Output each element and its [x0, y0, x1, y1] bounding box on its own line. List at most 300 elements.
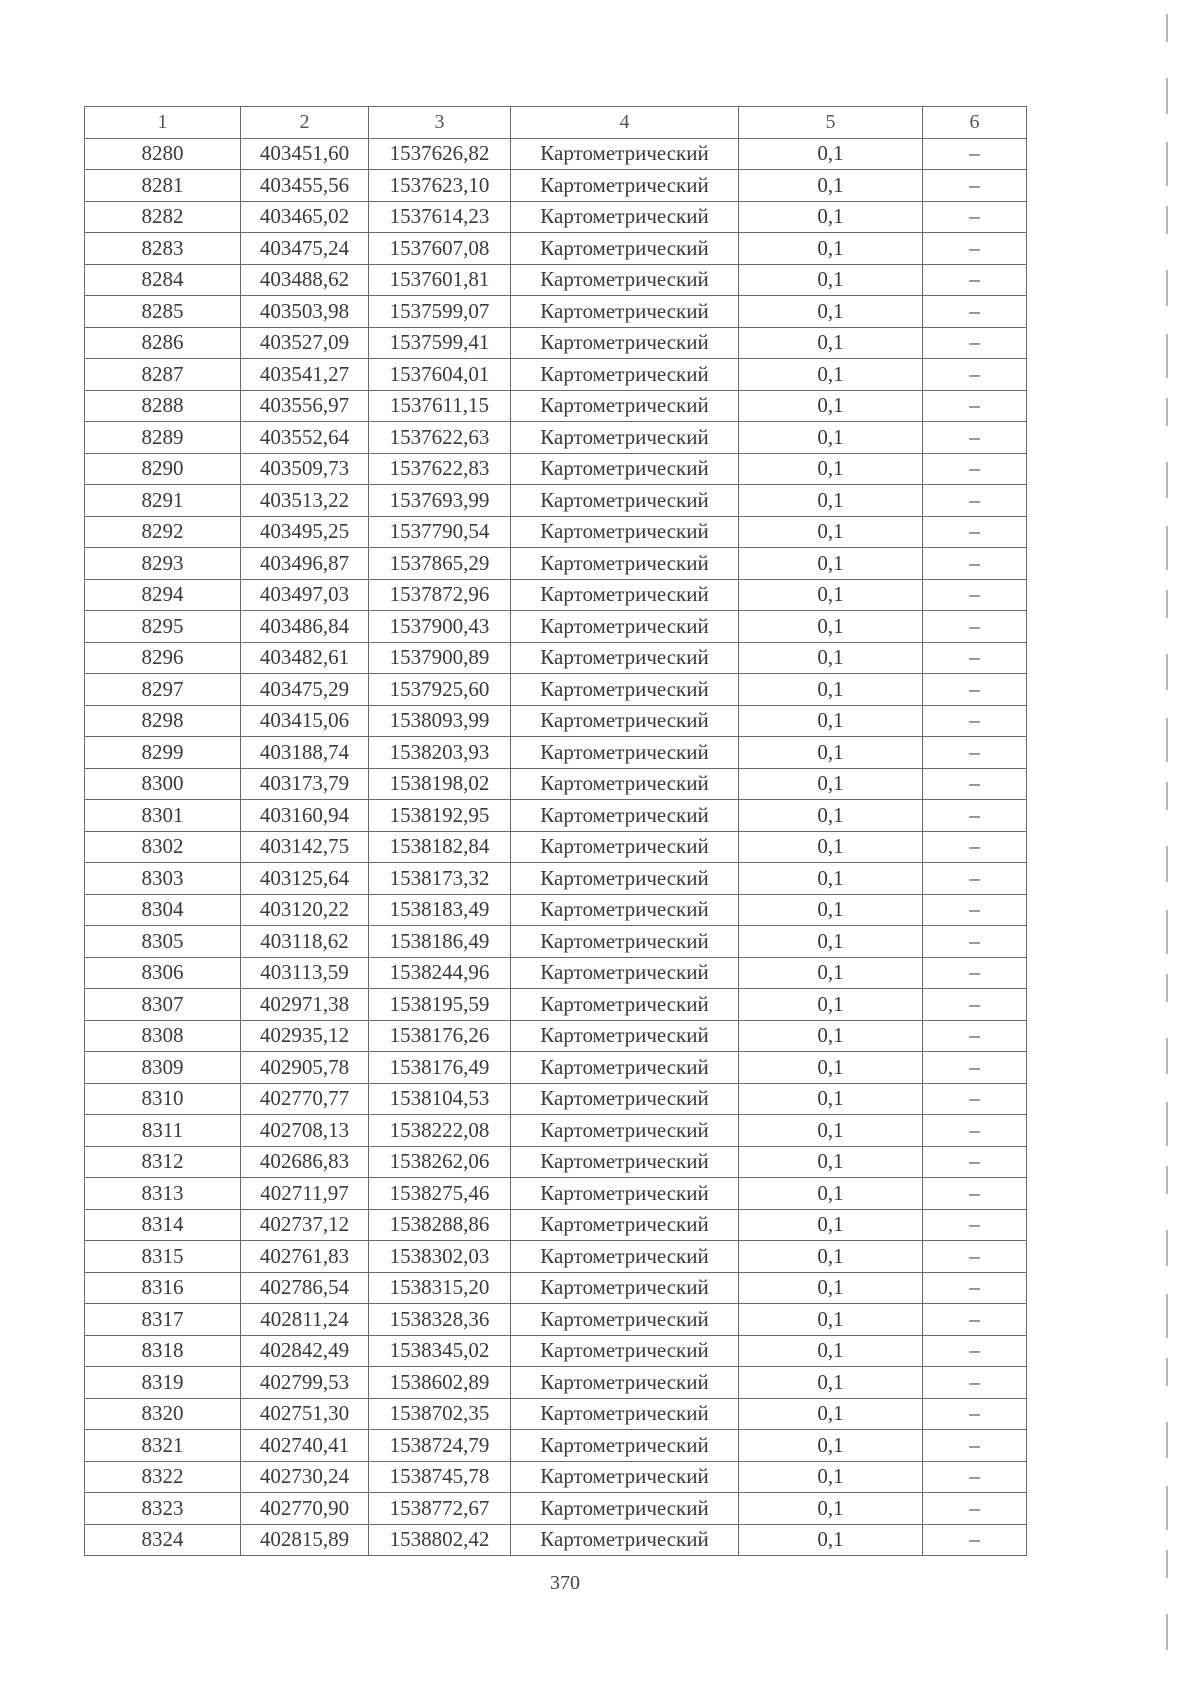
point-number-cell: 8320: [85, 1398, 241, 1430]
y-coordinate-cell: 1538173,32: [369, 863, 511, 895]
method-cell: Картометрический: [511, 548, 739, 580]
scan-edge-marks: [1158, 0, 1178, 1698]
x-coordinate-cell: 403475,29: [241, 674, 369, 706]
x-coordinate-cell: 403475,24: [241, 233, 369, 265]
accuracy-cell: 0,1: [739, 1178, 923, 1210]
table-row: [85, 201, 1027, 233]
header-row: [85, 107, 1027, 139]
accuracy-cell: 0,1: [739, 390, 923, 422]
y-coordinate-cell: 1538262,06: [369, 1146, 511, 1178]
table-row: [85, 1304, 1027, 1336]
y-coordinate-cell: 1538772,67: [369, 1493, 511, 1525]
y-coordinate-cell: 1538222,08: [369, 1115, 511, 1147]
accuracy-cell: 0,1: [739, 989, 923, 1021]
scan-edge-mark: [1166, 270, 1168, 306]
scan-edge-mark: [1166, 910, 1168, 954]
table-row: [85, 516, 1027, 548]
y-coordinate-cell: 1538192,95: [369, 800, 511, 832]
point-number-cell: 8293: [85, 548, 241, 580]
description-cell: –: [923, 1335, 1027, 1367]
method-cell: Картометрический: [511, 1304, 739, 1336]
y-coordinate-cell: 1538195,59: [369, 989, 511, 1021]
table-row: [85, 1367, 1027, 1399]
table-row: [85, 1083, 1027, 1115]
accuracy-cell: 0,1: [739, 1461, 923, 1493]
table-header: [85, 107, 1027, 139]
point-number-cell: 8288: [85, 390, 241, 422]
method-cell: Картометрический: [511, 1083, 739, 1115]
accuracy-cell: 0,1: [739, 579, 923, 611]
scan-edge-mark: [1166, 590, 1168, 618]
description-cell: –: [923, 1493, 1027, 1525]
x-coordinate-cell: 403173,79: [241, 768, 369, 800]
x-coordinate-cell: 403496,87: [241, 548, 369, 580]
y-coordinate-cell: 1537607,08: [369, 233, 511, 265]
point-number-cell: 8312: [85, 1146, 241, 1178]
point-number-cell: 8308: [85, 1020, 241, 1052]
accuracy-cell: 0,1: [739, 1430, 923, 1462]
accuracy-cell: 0,1: [739, 327, 923, 359]
header-col-3: 3: [369, 107, 511, 139]
method-cell: Картометрический: [511, 264, 739, 296]
y-coordinate-cell: 1537623,10: [369, 170, 511, 202]
table-row: [85, 1146, 1027, 1178]
description-cell: –: [923, 926, 1027, 958]
description-cell: –: [923, 548, 1027, 580]
x-coordinate-cell: 403488,62: [241, 264, 369, 296]
x-coordinate-cell: 402751,30: [241, 1398, 369, 1430]
scan-edge-mark: [1166, 14, 1168, 42]
accuracy-cell: 0,1: [739, 1146, 923, 1178]
description-cell: –: [923, 1272, 1027, 1304]
x-coordinate-cell: 403142,75: [241, 831, 369, 863]
table-row: [85, 800, 1027, 832]
table-row: [85, 390, 1027, 422]
coordinates-table: [84, 106, 1027, 1556]
method-cell: Картометрический: [511, 926, 739, 958]
y-coordinate-cell: 1538724,79: [369, 1430, 511, 1462]
table-row: [85, 548, 1027, 580]
scan-edge-mark: [1166, 1422, 1168, 1458]
x-coordinate-cell: 403527,09: [241, 327, 369, 359]
x-coordinate-cell: 402842,49: [241, 1335, 369, 1367]
accuracy-cell: 0,1: [739, 611, 923, 643]
method-cell: Картометрический: [511, 233, 739, 265]
point-number-cell: 8280: [85, 138, 241, 170]
table-row: [85, 1178, 1027, 1210]
x-coordinate-cell: 403125,64: [241, 863, 369, 895]
y-coordinate-cell: 1538802,42: [369, 1524, 511, 1556]
x-coordinate-cell: 402935,12: [241, 1020, 369, 1052]
scan-edge-mark: [1166, 1166, 1168, 1194]
table-row: [85, 1115, 1027, 1147]
description-cell: –: [923, 768, 1027, 800]
y-coordinate-cell: 1537614,23: [369, 201, 511, 233]
table-row: [85, 705, 1027, 737]
description-cell: –: [923, 894, 1027, 926]
description-cell: –: [923, 201, 1027, 233]
accuracy-cell: 0,1: [739, 1083, 923, 1115]
y-coordinate-cell: 1538183,49: [369, 894, 511, 926]
description-cell: –: [923, 1461, 1027, 1493]
y-coordinate-cell: 1537872,96: [369, 579, 511, 611]
method-cell: Картометрический: [511, 1461, 739, 1493]
x-coordinate-cell: 403509,73: [241, 453, 369, 485]
accuracy-cell: 0,1: [739, 1020, 923, 1052]
x-coordinate-cell: 402737,12: [241, 1209, 369, 1241]
accuracy-cell: 0,1: [739, 359, 923, 391]
description-cell: –: [923, 138, 1027, 170]
scan-edge-mark: [1166, 142, 1168, 186]
y-coordinate-cell: 1537900,43: [369, 611, 511, 643]
y-coordinate-cell: 1538745,78: [369, 1461, 511, 1493]
point-number-cell: 8296: [85, 642, 241, 674]
x-coordinate-cell: 403486,84: [241, 611, 369, 643]
x-coordinate-cell: 403482,61: [241, 642, 369, 674]
y-coordinate-cell: 1538328,36: [369, 1304, 511, 1336]
accuracy-cell: 0,1: [739, 264, 923, 296]
table-row: [85, 831, 1027, 863]
y-coordinate-cell: 1537626,82: [369, 138, 511, 170]
description-cell: –: [923, 1398, 1027, 1430]
x-coordinate-cell: 403113,59: [241, 957, 369, 989]
y-coordinate-cell: 1538182,84: [369, 831, 511, 863]
description-cell: –: [923, 957, 1027, 989]
scan-edge-mark: [1166, 974, 1168, 1002]
accuracy-cell: 0,1: [739, 201, 923, 233]
point-number-cell: 8302: [85, 831, 241, 863]
scan-edge-mark: [1166, 334, 1168, 378]
accuracy-cell: 0,1: [739, 516, 923, 548]
x-coordinate-cell: 403118,62: [241, 926, 369, 958]
description-cell: –: [923, 233, 1027, 265]
point-number-cell: 8303: [85, 863, 241, 895]
accuracy-cell: 0,1: [739, 1367, 923, 1399]
table-row: [85, 1430, 1027, 1462]
accuracy-cell: 0,1: [739, 705, 923, 737]
point-number-cell: 8281: [85, 170, 241, 202]
point-number-cell: 8290: [85, 453, 241, 485]
y-coordinate-cell: 1537599,41: [369, 327, 511, 359]
method-cell: Картометрический: [511, 1335, 739, 1367]
point-number-cell: 8284: [85, 264, 241, 296]
x-coordinate-cell: 402686,83: [241, 1146, 369, 1178]
description-cell: –: [923, 863, 1027, 895]
point-number-cell: 8297: [85, 674, 241, 706]
description-cell: –: [923, 831, 1027, 863]
accuracy-cell: 0,1: [739, 894, 923, 926]
point-number-cell: 8306: [85, 957, 241, 989]
scan-edge-mark: [1166, 1358, 1168, 1386]
table-row: [85, 611, 1027, 643]
x-coordinate-cell: 402815,89: [241, 1524, 369, 1556]
y-coordinate-cell: 1537925,60: [369, 674, 511, 706]
method-cell: Картометрический: [511, 863, 739, 895]
scan-edge-mark: [1166, 1614, 1168, 1650]
method-cell: Картометрический: [511, 1493, 739, 1525]
point-number-cell: 8315: [85, 1241, 241, 1273]
header-col-5: 5: [739, 107, 923, 139]
description-cell: –: [923, 674, 1027, 706]
x-coordinate-cell: 403160,94: [241, 800, 369, 832]
y-coordinate-cell: 1537604,01: [369, 359, 511, 391]
point-number-cell: 8292: [85, 516, 241, 548]
table-row: [85, 1272, 1027, 1304]
table-row: [85, 737, 1027, 769]
y-coordinate-cell: 1538198,02: [369, 768, 511, 800]
accuracy-cell: 0,1: [739, 1398, 923, 1430]
description-cell: –: [923, 1020, 1027, 1052]
method-cell: Картометрический: [511, 1052, 739, 1084]
table-row: [85, 264, 1027, 296]
x-coordinate-cell: 403556,97: [241, 390, 369, 422]
table-row: [85, 674, 1027, 706]
table-row: [85, 233, 1027, 265]
accuracy-cell: 0,1: [739, 957, 923, 989]
accuracy-cell: 0,1: [739, 1241, 923, 1273]
point-number-cell: 8301: [85, 800, 241, 832]
description-cell: –: [923, 390, 1027, 422]
accuracy-cell: 0,1: [739, 863, 923, 895]
point-number-cell: 8298: [85, 705, 241, 737]
scan-edge-mark: [1166, 846, 1168, 882]
accuracy-cell: 0,1: [739, 1052, 923, 1084]
method-cell: Картометрический: [511, 138, 739, 170]
y-coordinate-cell: 1538093,99: [369, 705, 511, 737]
y-coordinate-cell: 1537622,63: [369, 422, 511, 454]
x-coordinate-cell: 402971,38: [241, 989, 369, 1021]
method-cell: Картометрический: [511, 674, 739, 706]
y-coordinate-cell: 1538176,26: [369, 1020, 511, 1052]
point-number-cell: 8287: [85, 359, 241, 391]
y-coordinate-cell: 1538244,96: [369, 957, 511, 989]
x-coordinate-cell: 402708,13: [241, 1115, 369, 1147]
table-row: [85, 1335, 1027, 1367]
accuracy-cell: 0,1: [739, 138, 923, 170]
x-coordinate-cell: 403552,64: [241, 422, 369, 454]
method-cell: Картометрический: [511, 1272, 739, 1304]
method-cell: Картометрический: [511, 989, 739, 1021]
description-cell: –: [923, 1178, 1027, 1210]
y-coordinate-cell: 1538302,03: [369, 1241, 511, 1273]
y-coordinate-cell: 1538345,02: [369, 1335, 511, 1367]
table-row: [85, 1241, 1027, 1273]
x-coordinate-cell: 403465,02: [241, 201, 369, 233]
method-cell: Картометрический: [511, 390, 739, 422]
y-coordinate-cell: 1537790,54: [369, 516, 511, 548]
method-cell: Картометрический: [511, 1241, 739, 1273]
y-coordinate-cell: 1538176,49: [369, 1052, 511, 1084]
method-cell: Картометрический: [511, 831, 739, 863]
table-row: [85, 359, 1027, 391]
header-col-1: 1: [85, 107, 241, 139]
method-cell: Картометрический: [511, 642, 739, 674]
x-coordinate-cell: 402740,41: [241, 1430, 369, 1462]
description-cell: –: [923, 1052, 1027, 1084]
x-coordinate-cell: 403120,22: [241, 894, 369, 926]
description-cell: –: [923, 296, 1027, 328]
y-coordinate-cell: 1537601,81: [369, 264, 511, 296]
table-row: [85, 422, 1027, 454]
y-coordinate-cell: 1538104,53: [369, 1083, 511, 1115]
point-number-cell: 8314: [85, 1209, 241, 1241]
point-number-cell: 8289: [85, 422, 241, 454]
method-cell: Картометрический: [511, 1367, 739, 1399]
method-cell: Картометрический: [511, 201, 739, 233]
table-row: [85, 327, 1027, 359]
accuracy-cell: 0,1: [739, 831, 923, 863]
table-row: [85, 170, 1027, 202]
y-coordinate-cell: 1538702,35: [369, 1398, 511, 1430]
description-cell: –: [923, 989, 1027, 1021]
scan-edge-mark: [1166, 206, 1168, 234]
table-row: [85, 894, 1027, 926]
scan-edge-mark: [1166, 654, 1168, 690]
point-number-cell: 8321: [85, 1430, 241, 1462]
accuracy-cell: 0,1: [739, 768, 923, 800]
table-row: [85, 863, 1027, 895]
scan-edge-mark: [1166, 1550, 1168, 1578]
accuracy-cell: 0,1: [739, 1272, 923, 1304]
method-cell: Картометрический: [511, 1524, 739, 1556]
y-coordinate-cell: 1538203,93: [369, 737, 511, 769]
table-row: [85, 1209, 1027, 1241]
point-number-cell: 8304: [85, 894, 241, 926]
point-number-cell: 8305: [85, 926, 241, 958]
x-coordinate-cell: 402711,97: [241, 1178, 369, 1210]
method-cell: Картометрический: [511, 768, 739, 800]
point-number-cell: 8322: [85, 1461, 241, 1493]
description-cell: –: [923, 359, 1027, 391]
scan-edge-mark: [1166, 718, 1168, 762]
accuracy-cell: 0,1: [739, 422, 923, 454]
accuracy-cell: 0,1: [739, 1115, 923, 1147]
point-number-cell: 8324: [85, 1524, 241, 1556]
method-cell: Картометрический: [511, 800, 739, 832]
x-coordinate-cell: 403497,03: [241, 579, 369, 611]
table-body: [85, 138, 1027, 1556]
description-cell: –: [923, 1083, 1027, 1115]
method-cell: Картометрический: [511, 453, 739, 485]
point-number-cell: 8286: [85, 327, 241, 359]
y-coordinate-cell: 1538288,86: [369, 1209, 511, 1241]
method-cell: Картометрический: [511, 1178, 739, 1210]
point-number-cell: 8294: [85, 579, 241, 611]
point-number-cell: 8282: [85, 201, 241, 233]
description-cell: –: [923, 800, 1027, 832]
scan-edge-mark: [1166, 526, 1168, 570]
accuracy-cell: 0,1: [739, 800, 923, 832]
scan-edge-mark: [1166, 1038, 1168, 1074]
accuracy-cell: 0,1: [739, 1209, 923, 1241]
table-row: [85, 1398, 1027, 1430]
x-coordinate-cell: 403495,25: [241, 516, 369, 548]
point-number-cell: 8309: [85, 1052, 241, 1084]
scan-edge-mark: [1166, 462, 1168, 498]
point-number-cell: 8317: [85, 1304, 241, 1336]
method-cell: Картометрический: [511, 422, 739, 454]
table-row: [85, 453, 1027, 485]
method-cell: Картометрический: [511, 296, 739, 328]
description-cell: –: [923, 1241, 1027, 1273]
table-row: [85, 485, 1027, 517]
table-row: [85, 579, 1027, 611]
accuracy-cell: 0,1: [739, 1524, 923, 1556]
table-row: [85, 1524, 1027, 1556]
method-cell: Картометрический: [511, 327, 739, 359]
scan-edge-mark: [1166, 1486, 1168, 1530]
description-cell: –: [923, 264, 1027, 296]
description-cell: –: [923, 737, 1027, 769]
x-coordinate-cell: 402799,53: [241, 1367, 369, 1399]
accuracy-cell: 0,1: [739, 233, 923, 265]
point-number-cell: 8310: [85, 1083, 241, 1115]
y-coordinate-cell: 1537900,89: [369, 642, 511, 674]
accuracy-cell: 0,1: [739, 296, 923, 328]
point-number-cell: 8300: [85, 768, 241, 800]
accuracy-cell: 0,1: [739, 1304, 923, 1336]
description-cell: –: [923, 611, 1027, 643]
x-coordinate-cell: 402786,54: [241, 1272, 369, 1304]
x-coordinate-cell: 403513,22: [241, 485, 369, 517]
table-row: [85, 768, 1027, 800]
x-coordinate-cell: 402770,77: [241, 1083, 369, 1115]
x-coordinate-cell: 403415,06: [241, 705, 369, 737]
table-row: [85, 926, 1027, 958]
table-row: [85, 1493, 1027, 1525]
description-cell: –: [923, 422, 1027, 454]
accuracy-cell: 0,1: [739, 642, 923, 674]
description-cell: –: [923, 1146, 1027, 1178]
description-cell: –: [923, 1304, 1027, 1336]
header-col-6: 6: [923, 107, 1027, 139]
scan-edge-mark: [1166, 398, 1168, 426]
accuracy-cell: 0,1: [739, 1493, 923, 1525]
y-coordinate-cell: 1537622,83: [369, 453, 511, 485]
description-cell: –: [923, 1367, 1027, 1399]
method-cell: Картометрический: [511, 485, 739, 517]
description-cell: –: [923, 642, 1027, 674]
y-coordinate-cell: 1538186,49: [369, 926, 511, 958]
table-row: [85, 957, 1027, 989]
method-cell: Картометрический: [511, 1398, 739, 1430]
description-cell: –: [923, 1430, 1027, 1462]
y-coordinate-cell: 1537599,07: [369, 296, 511, 328]
description-cell: –: [923, 453, 1027, 485]
method-cell: Картометрический: [511, 516, 739, 548]
accuracy-cell: 0,1: [739, 1335, 923, 1367]
accuracy-cell: 0,1: [739, 453, 923, 485]
point-number-cell: 8323: [85, 1493, 241, 1525]
x-coordinate-cell: 402730,24: [241, 1461, 369, 1493]
accuracy-cell: 0,1: [739, 485, 923, 517]
y-coordinate-cell: 1537611,15: [369, 390, 511, 422]
description-cell: –: [923, 1209, 1027, 1241]
method-cell: Картометрический: [511, 359, 739, 391]
description-cell: –: [923, 485, 1027, 517]
description-cell: –: [923, 516, 1027, 548]
accuracy-cell: 0,1: [739, 674, 923, 706]
y-coordinate-cell: 1538602,89: [369, 1367, 511, 1399]
accuracy-cell: 0,1: [739, 548, 923, 580]
x-coordinate-cell: 403503,98: [241, 296, 369, 328]
y-coordinate-cell: 1538275,46: [369, 1178, 511, 1210]
y-coordinate-cell: 1538315,20: [369, 1272, 511, 1304]
point-number-cell: 8299: [85, 737, 241, 769]
method-cell: Картометрический: [511, 579, 739, 611]
method-cell: Картометрический: [511, 737, 739, 769]
point-number-cell: 8318: [85, 1335, 241, 1367]
